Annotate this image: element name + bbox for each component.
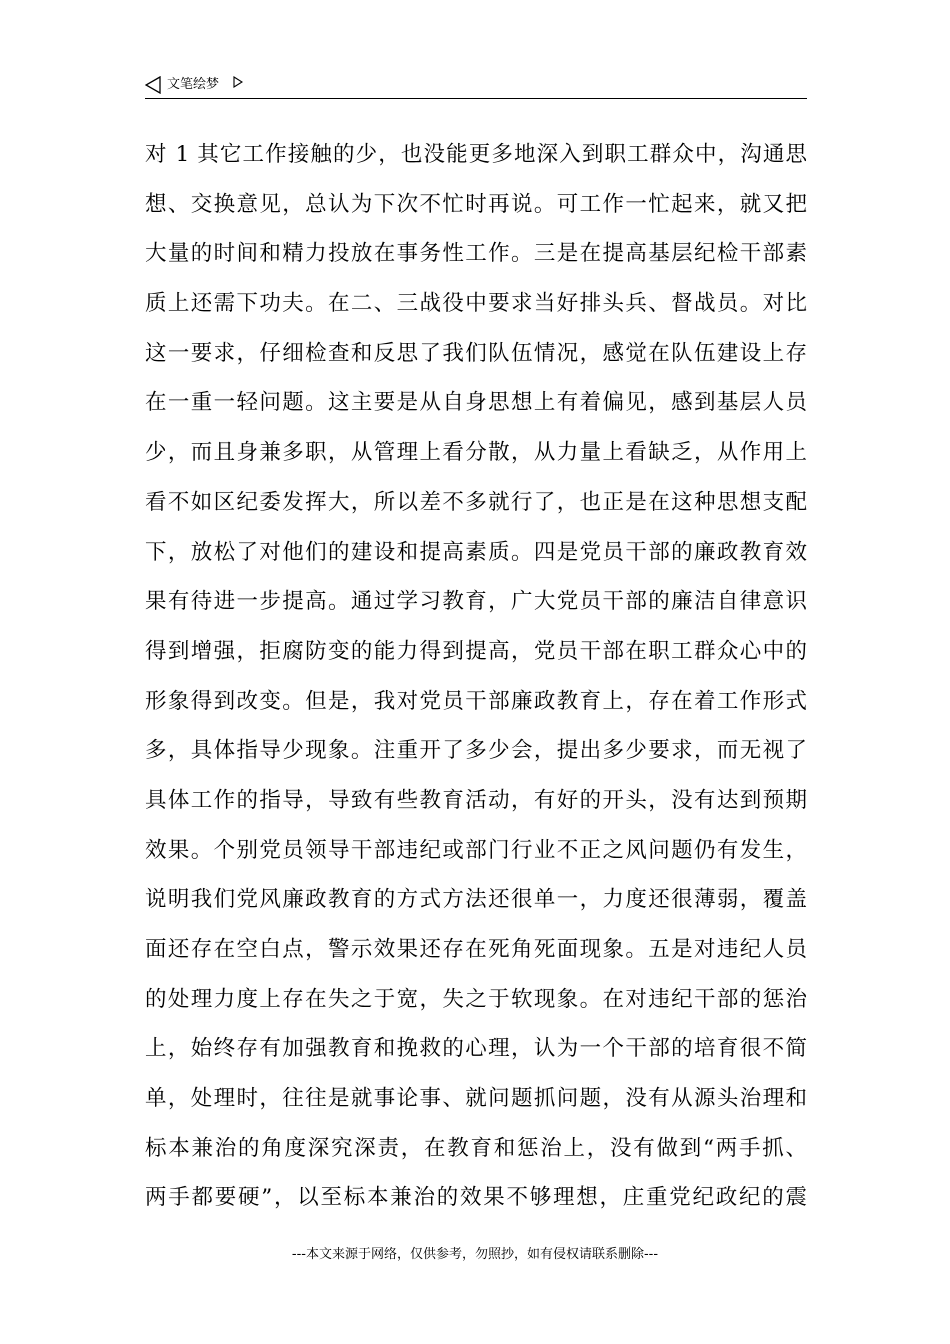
text-line: 在一重一轻问题。这主要是从自身思想上有着偏见，感到基层人员 [145,390,807,416]
text-line: 效果。个别党员领导干部违纪或部门行业不正之风问题仍有发生， [145,837,807,863]
text-line: 想、交换意见，总认为下次不忙时再说。可工作一忙起来，就又把 [145,191,807,217]
text-line: 少，而且身兼多职，从管理上看分散，从力量上看缺乏，从作用上 [145,440,807,466]
text-line: 上，始终存有加强教育和挽救的心理，认为一个干部的培育很不简 [145,1036,807,1062]
triangle-right-icon [233,76,243,88]
text-line: 得到增强，拒腐防变的能力得到提高，党员干部在职工群众心中的 [145,638,807,664]
page-header [145,74,807,99]
text-line: 具体工作的指导，导致有些教育活动，有好的开头，没有达到预期 [145,787,807,813]
text-line: 面还存在空白点，警示效果还存在死角死面现象。五是对违纪人员 [145,937,807,962]
header-title: 文笔绘梦 [167,77,220,92]
text-line: 说明我们党风廉政教育的方式方法还很单一，力度还很薄弱，覆盖 [145,887,807,913]
text-line: 两手都要硬”，以至标本兼治的效果不够理想，庄重党纪政纪的震 [145,1185,807,1211]
text-line: 果有待进一步提高。通过学习教育，广大党员干部的廉洁自律意识 [145,589,807,615]
text-line: 的处理力度上存在失之于宽，失之于软现象。在对违纪干部的惩治 [145,986,807,1012]
document-body [145,130,807,1223]
text-line: 形象得到改变。但是，我对党员干部廉政教育上，存在着工作形式 [145,688,807,714]
text-line: 质上还需下功夫。在二、三战役中要求当好排头兵、督战员。对比 [145,291,807,317]
text-line: 下，放松了对他们的建设和提高素质。四是党员干部的廉政教育效 [145,539,807,565]
text-line: 看不如区纪委发挥大，所以差不多就行了，也正是在这种思想支配 [145,489,807,515]
text-line: 单，处理时，往往是就事论事、就问题抓问题，没有从源头治理和 [145,1086,807,1112]
text-line: 对 1 其它工作接触的少，也没能更多地深入到职工群众中，沟通思 [145,142,807,167]
text-line: 大量的时间和精力投放在事务性工作。三是在提高基层纪检干部素 [145,241,807,267]
text-line: 这一要求，仔细检查和反思了我们队伍情况，感觉在队伍建设上存 [145,340,807,366]
text-line: 多，具体指导少现象。注重开了多少会，提出多少要求，而无视了 [145,738,807,764]
page-footer: ---本文来源于网络，仅供参考，勿照抄，如有侵权请联系删除--- [291,1247,659,1262]
triangle-left-icon [145,76,161,94]
text-line: 标本兼治的角度深究深责，在教育和惩治上，没有做到“两手抓、 [145,1135,807,1161]
